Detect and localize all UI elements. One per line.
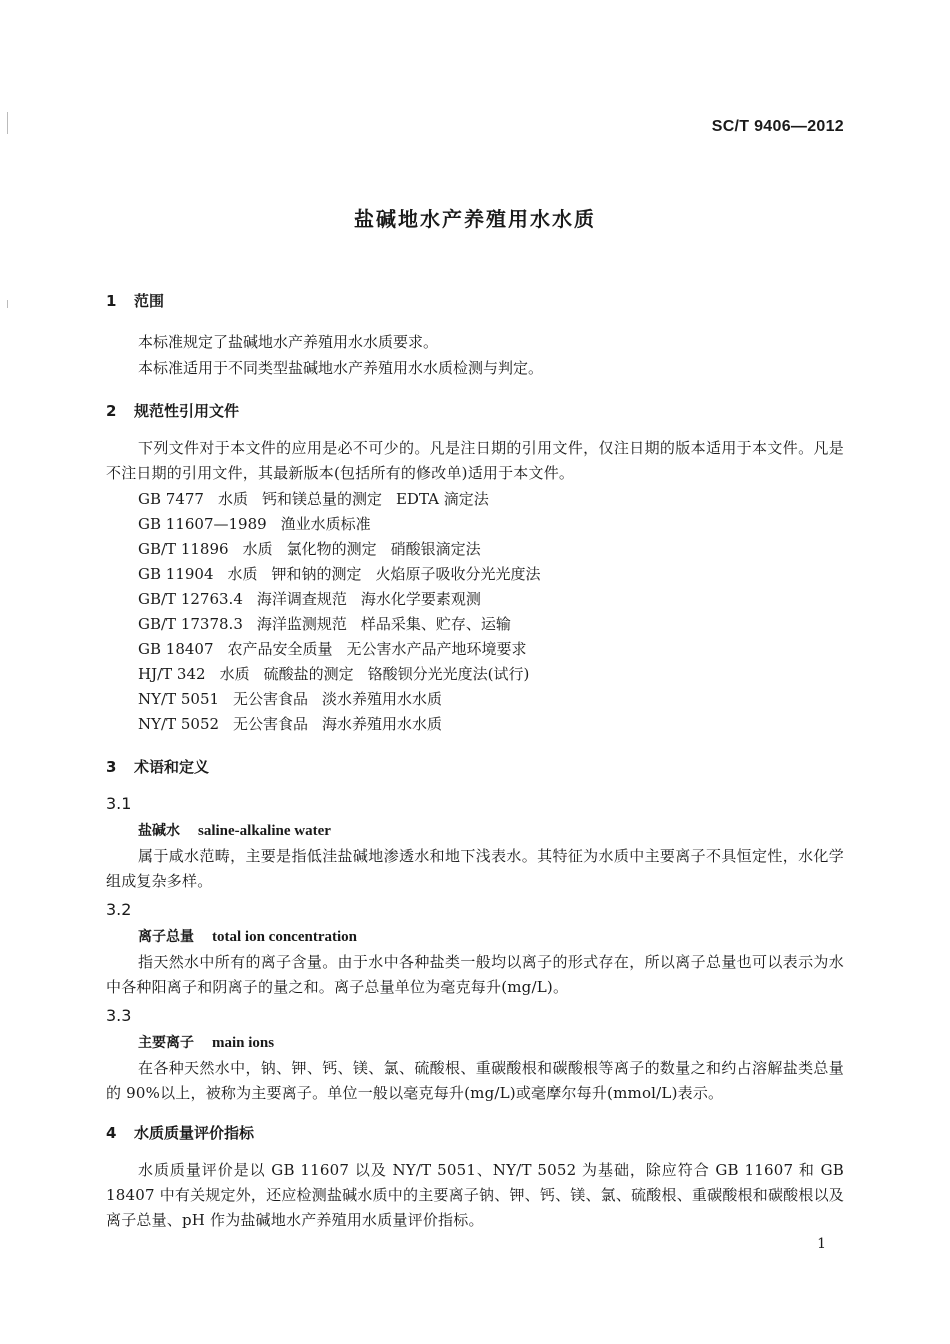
section-number: 3	[106, 758, 117, 776]
reference-item: GB 11904 水质 钾和钠的测定 火焰原子吸收分光光度法	[138, 565, 541, 583]
reference-item: HJ/T 342 水质 硫酸盐的测定 铬酸钡分光光度法(试行)	[138, 665, 530, 683]
reference-item: GB 18407 农产品安全质量 无公害水产品产地环境要求	[138, 640, 527, 658]
section-number: 4	[106, 1124, 117, 1142]
scan-margin-mark	[7, 112, 8, 134]
section-2-heading	[106, 400, 239, 421]
term-number: 3.2	[106, 900, 132, 919]
section-1-heading	[106, 290, 164, 311]
reference-item: GB 11607—1989 渔业水质标准	[138, 515, 371, 533]
term-heading: 主要离子 main ions	[138, 1035, 275, 1051]
section-title: 水质质量评价指标	[134, 1124, 255, 1142]
section-2-intro: 下列文件对于本文件的应用是必不可少的。凡是注日期的引用文件，仅注日期的版本适用于本文件。凡是不注日期的引用文件，其最新版本(包括所有的修改单)适用于本文件。	[106, 439, 844, 482]
section-1-paragraph-2: 本标准适用于不同类型盐碱地水产养殖用水水质检测与判定。	[138, 359, 544, 377]
term-definition: 在各种天然水中，钠、钾、钙、镁、氯、硫酸根、重碳酸根和碳酸根等离子的数量之和约占溶解盐类总量的 90%以上，被称为主要离子。单位一般以毫克每升(mg/L)或毫摩尔每升(mmol/L)表示。	[106, 1059, 844, 1102]
section-title: 规范性引用文件	[134, 402, 240, 420]
term-number: 3.3	[106, 1006, 132, 1025]
term-number: 3.1	[106, 794, 132, 813]
reference-item: GB/T 12763.4 海洋调查规范 海水化学要素观测	[138, 590, 481, 608]
section-1-paragraph-1: 本标准规定了盐碱地水产养殖用水水质要求。	[138, 333, 439, 351]
reference-item: GB/T 11896 水质 氯化物的测定 硝酸银滴定法	[138, 540, 481, 558]
section-4-heading	[106, 1122, 254, 1143]
section-3-heading	[106, 756, 209, 777]
section-number: 2	[106, 402, 117, 420]
scan-margin-mark	[7, 300, 8, 308]
page-number: 1	[817, 1236, 826, 1252]
term-heading: 盐碱水 saline-alkaline water	[138, 823, 331, 839]
term-heading: 离子总量 total ion concentration	[138, 929, 357, 945]
standard-code: SC/T 9406—2012	[711, 118, 844, 135]
term-definition: 属于咸水范畴，主要是指低洼盐碱地渗透水和地下浅表水。其特征为水质中主要离子不具恒定性，水化学组成复杂多样。	[106, 847, 844, 890]
reference-item: NY/T 5052 无公害食品 海水养殖用水水质	[138, 715, 443, 733]
section-title: 范围	[134, 292, 165, 310]
section-4-paragraph: 水质质量评价是以 GB 11607 以及 NY/T 5051、NY/T 5052 为基础，除应符合 GB 11607 和 GB 18407 中有关规定外，还应检测盐碱水质中的主要离子钠、钾、钙、镁、氯、硫酸根、重碳酸根和碳酸根以及离子总量、pH 作为盐碱地水产养殖用水质量评价指标。	[106, 1161, 844, 1229]
document-title: 盐碱地水产养殖用水水质	[354, 207, 596, 231]
section-number: 1	[106, 292, 117, 310]
reference-item: GB 7477 水质 钙和镁总量的测定 EDTA 滴定法	[138, 490, 489, 508]
term-definition: 指天然水中所有的离子含量。由于水中各种盐类一般均以离子的形式存在，所以离子总量也可以表示为水中各种阳离子和阴离子的量之和。离子总量单位为毫克每升(mg/L)。	[106, 953, 844, 996]
reference-item: GB/T 17378.3 海洋监测规范 样品采集、贮存、运输	[138, 615, 511, 633]
reference-item: NY/T 5051 无公害食品 淡水养殖用水水质	[138, 690, 443, 708]
section-title: 术语和定义	[134, 758, 210, 776]
